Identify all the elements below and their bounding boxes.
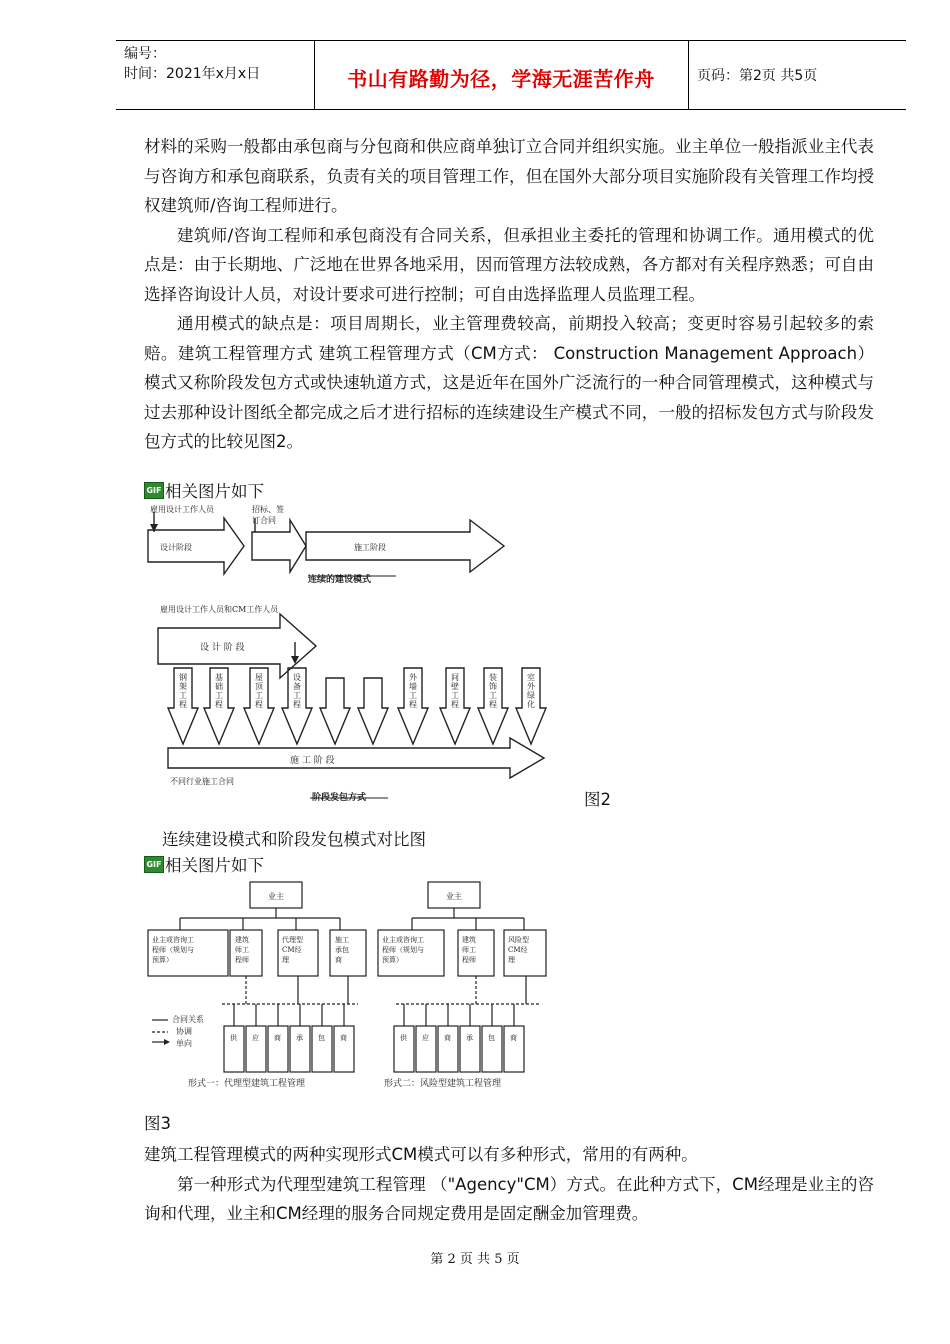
- work-label-char: 顶: [255, 682, 263, 691]
- box-text-line: 商: [274, 1034, 281, 1042]
- document-number: 编号：: [124, 46, 166, 62]
- work-label-char: 装: [489, 673, 497, 682]
- document-date: 时间：2021年x月x日: [124, 66, 261, 82]
- box-text-line: 承: [296, 1034, 303, 1042]
- box-text-line: 应: [422, 1034, 429, 1042]
- paragraph-5: 第一种形式为代理型建筑工程管理 （"Agency"CM）方式。在此种方式下，CM经理是业主的咨询和代理，业主和CM经理的服务合同规定费用是固定酬金加管理费。: [144, 1174, 874, 1223]
- owner-right-label: 业主: [446, 892, 462, 901]
- box-text-line: 承: [466, 1034, 473, 1042]
- design-phase-spaced-label: 设 计 阶 段: [200, 643, 245, 653]
- box-text-line: 理: [508, 956, 515, 964]
- work-label-char: 间: [451, 673, 459, 682]
- box-text-line: 建筑: [235, 936, 249, 944]
- box-text-line: CM经: [508, 946, 528, 954]
- box-text-line: 师工: [235, 946, 249, 954]
- construction-phase-spaced-label: 施 工 阶 段: [290, 756, 335, 766]
- box-text-line: 业主或咨询工: [382, 936, 424, 944]
- owner-left-label: 业主: [268, 892, 284, 901]
- figure-2-label: 图2: [584, 790, 611, 809]
- work-label-char: 壁: [451, 682, 459, 691]
- header-motto-cell: [314, 41, 689, 109]
- motto: 书山有路勤为径，学海无涯苦作舟: [347, 67, 655, 91]
- box-text-line: 施工: [335, 936, 349, 944]
- box-text-line: 预算）: [152, 956, 173, 964]
- work-label-char: 础: [215, 682, 223, 691]
- work-label-char: 饰: [489, 682, 497, 691]
- body-text-2: [144, 1140, 874, 1229]
- box-text-line: 应: [252, 1034, 259, 1042]
- work-label-char: 基: [215, 673, 223, 682]
- box-text-line: 程师（规划与: [382, 946, 424, 954]
- legend-coord: 协调: [176, 1027, 192, 1036]
- related-images-label: 相关图片如下: [165, 856, 264, 875]
- work-label-char: 墙: [409, 682, 417, 691]
- page-footer: 第 2 页 共 5 页: [430, 1252, 520, 1267]
- work-label-char: 外: [409, 673, 417, 682]
- box-text-line: 程师（规划与: [152, 946, 194, 954]
- box-text-line: 预算）: [382, 956, 403, 964]
- top-label: 雇用设计工作人员: [150, 505, 214, 514]
- work-label-char: 工: [489, 691, 497, 700]
- phased-caption: 阶段发包方式: [312, 793, 367, 802]
- header-meta-cell: [116, 41, 315, 109]
- paragraph-1: 材料的采购一般都由承包商与分包商和供应商单独订立合同并组织实施。业主单位一般指派业主代表与咨询方和承包商联系，负责有关的项目管理工作，但在国外大部分项目实施阶段有关管理工作均授权建筑师/咨询工程师进行。: [144, 137, 874, 215]
- work-label-char: 工: [451, 691, 459, 700]
- figure-2-diagram: [140, 502, 640, 802]
- work-label-char: 外: [527, 682, 535, 691]
- work-label-char: 程: [215, 700, 223, 709]
- legend-single: 单向: [176, 1039, 192, 1048]
- tender-label-2: 订合同: [252, 516, 276, 525]
- hire-label: 雇用设计工作人员和CM工作人员: [160, 605, 279, 614]
- paragraph-3: 通用模式的缺点是：项目周期长，业主管理费较高，前期投入较高；变更时容易引起较多的索赔。建筑工程管理方式 建筑工程管理方式（CM方式： Construction Management Approach）模式又称阶段发包方式或快速轨道方式，这是近年在国外广泛流行的一种合同管理模式，这种模式与过去那种设计图纸全都完成之后才进行招标的连续建设生产模式不同，一般的招标发包方式与阶段发包方式的比较见图2。: [144, 314, 874, 451]
- related-images-line-2: [144, 852, 264, 876]
- box-text-line: 商: [444, 1034, 451, 1042]
- box-text-line: 包: [318, 1034, 325, 1042]
- work-label-char: 绿: [527, 691, 535, 700]
- work-label-char: 工: [179, 691, 187, 700]
- work-label-char: 程: [255, 700, 263, 709]
- tender-arrow: [252, 520, 306, 572]
- box-text-line: 建筑: [462, 936, 476, 944]
- gif-icon: GIF: [144, 856, 164, 873]
- work-label-char: 程: [409, 700, 417, 709]
- box-text-line: 风险型: [508, 936, 529, 944]
- right-caption: 形式二：风险型建筑工程管理: [384, 1079, 502, 1089]
- body-text: [144, 132, 874, 457]
- construction-phase-arrow-2: [168, 738, 544, 778]
- related-images-line-1: [144, 478, 264, 502]
- gif-icon: GIF: [144, 482, 164, 499]
- construction-phase-label: 施工阶段: [354, 543, 386, 552]
- figure-3-diagram: [140, 874, 560, 1094]
- box-text-line: CM经: [282, 946, 302, 954]
- box-text-line: 商: [340, 1034, 347, 1042]
- figure-3-label: 图3: [144, 1114, 171, 1133]
- related-images-label: 相关图片如下: [165, 482, 264, 501]
- continuous-caption: 连续的建设模式: [308, 575, 372, 585]
- work-label-char: 钢: [179, 673, 187, 682]
- work-label-char: 屋: [255, 673, 263, 682]
- box-text-line: 业主或咨询工: [152, 936, 194, 944]
- box-text-line: 包: [488, 1034, 495, 1042]
- work-label-char: 工: [293, 691, 301, 700]
- work-label-char: 程: [293, 700, 301, 709]
- header-page-cell: [689, 41, 906, 109]
- work-label-char: 程: [451, 700, 459, 709]
- work-label-char: 程: [179, 700, 187, 709]
- tender-label-1: 招标、签: [252, 505, 284, 514]
- left-caption: 形式一：代理型建筑工程管理: [188, 1079, 306, 1089]
- work-label-char: 工: [409, 691, 417, 700]
- box-text-line: 理: [282, 956, 289, 964]
- box-text-line: 供: [400, 1034, 407, 1042]
- box-text-line: 商: [335, 956, 342, 964]
- paragraph-4: 建筑工程管理模式的两种实现形式CM模式可以有多种形式，常用的有两种。: [144, 1145, 698, 1164]
- page-header: [116, 40, 906, 110]
- box-text-line: 承包: [335, 946, 349, 954]
- box-text-line: 商: [510, 1034, 517, 1042]
- work-label-char: 设: [293, 673, 301, 682]
- contract-label: 不同行业施工合同: [170, 777, 234, 786]
- paragraph-2: 建筑师/咨询工程师和承包商没有合同关系，但承担业主委托的管理和协调工作。通用模式的优点是：由于长期地、广泛地在世界各地采用，因而管理方法较成熟，各方都对有关程序熟悉；可自由选择咨询设计人员，对设计要求可进行控制；可自由选择监理人员监理工程。: [144, 225, 874, 304]
- legend-contract: 合同关系: [172, 1015, 204, 1024]
- work-label-char: 室: [527, 673, 535, 682]
- work-label-char: 备: [293, 682, 301, 691]
- work-label-char: 架: [179, 682, 187, 691]
- box-text-line: 程师: [235, 956, 249, 964]
- work-label-char: 工: [215, 691, 223, 700]
- work-label-char: 工: [255, 691, 263, 700]
- work-label-char: 化: [527, 700, 535, 709]
- figure-2-caption: 连续建设模式和阶段发包模式对比图: [162, 830, 426, 849]
- header-page-number: 页码：第2页 共5页: [697, 68, 818, 84]
- box-text-line: 师工: [462, 946, 476, 954]
- work-label-char: 程: [489, 700, 497, 709]
- design-phase-label: 设计阶段: [160, 543, 192, 552]
- box-text-line: 程师: [462, 956, 476, 964]
- construction-phase-arrow: [306, 520, 504, 572]
- box-text-line: 供: [230, 1034, 237, 1042]
- box-text-line: 代理型: [282, 936, 303, 944]
